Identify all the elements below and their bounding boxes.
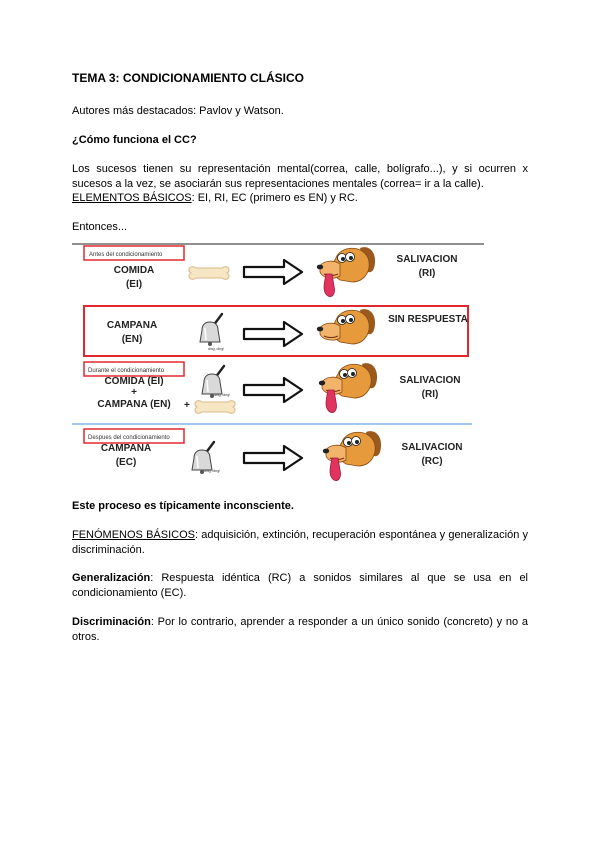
bone-icon: [195, 401, 235, 414]
bell-sound-text: ding, ding!: [208, 347, 225, 351]
row4-stimulus-name: CAMPANA: [100, 443, 152, 454]
row2-stimulus-code: (EN): [121, 334, 143, 345]
page-title: TEMA 3: CONDICIONAMIENTO CLÁSICO: [72, 71, 305, 85]
section-question: ¿Cómo funciona el CC?: [72, 134, 197, 146]
tongue-icon: [326, 390, 337, 413]
unconscious-note: Este proceso es típicamente inconsciente.: [72, 500, 294, 512]
discrimination-paragraph: [72, 615, 528, 644]
row4-stimulus-code: (EC): [115, 457, 137, 468]
bell-sound-text: ding, ding!: [204, 469, 221, 473]
row1-stimulus-name: COMIDA: [113, 265, 155, 276]
generalization-paragraph: [72, 571, 528, 600]
phenomena-label: FENÓMENOS BÁSICOS: [72, 529, 195, 541]
generalization-text: : Respuesta idéntica (RC) a sonidos similares al que se usa en el condicionamiento (EC).: [72, 572, 528, 599]
row1-response-name: SALIVACION: [396, 254, 458, 265]
intro-paragraph: [72, 162, 528, 206]
arrow-icon: [244, 260, 302, 284]
bone-icon: [189, 267, 229, 280]
tongue-icon: [324, 274, 335, 297]
discrimination-text: : Por lo contrario, aprender a responder a un único sonido (concreto) y no a otros.: [72, 616, 528, 643]
plus-sign: +: [184, 400, 190, 411]
discrimination-label: Discriminación: [72, 616, 151, 628]
row4-response-name: SALIVACION: [401, 442, 463, 453]
row1-response-code: (RI): [418, 268, 436, 279]
row3-response-code: (RI): [421, 389, 439, 400]
phenomena-text: : adquisición, extinción, recuperación espontánea y generalización y discriminación.: [72, 529, 528, 556]
row3-stimulus-bell: CAMPANA (EN): [97, 399, 171, 410]
row2-stimulus-name: CAMPANA: [106, 320, 158, 331]
row3-stimulus-food: COMIDA (EI): [104, 376, 164, 387]
elements-text: : EI, RI, EC (primero es EN) y RC.: [191, 192, 358, 204]
row3-response-name: SALIVACION: [399, 375, 461, 386]
arrow-icon: [244, 446, 302, 470]
tongue-icon: [330, 458, 341, 481]
row1-stimulus-code: (EI): [125, 279, 143, 290]
conditioning-diagram: [72, 238, 484, 488]
bell-icon: [200, 314, 222, 346]
tag-before: Antes del condicionamiento: [89, 252, 163, 258]
entonces-line: Entonces...: [72, 221, 128, 233]
phenomena-paragraph: [72, 528, 528, 557]
authors-line: Autores más destacados: Pavlov y Watson.: [72, 105, 284, 117]
arrow-icon: [244, 322, 302, 346]
bell-sound-text: ding, ding!: [214, 393, 231, 397]
generalization-label: Generalización: [72, 572, 151, 584]
row2-response: SIN RESPUESTA: [388, 314, 468, 325]
elements-label: ELEMENTOS BÁSICOS: [72, 192, 192, 204]
dog-icon: [317, 309, 375, 344]
row3-plus: +: [131, 387, 137, 398]
tag-after: Despues del condicionamiento: [88, 435, 170, 441]
row4-response-code: (RC): [421, 456, 443, 467]
tag-during: Durante el condicionamiento: [88, 368, 165, 374]
arrow-icon: [244, 378, 302, 402]
intro-text: Los sucesos tienen su representación mental(correa, calle, bolígrafo...), y si ocurren x sucesos a la vez, se asociarán sus representaciones mentales (correa= ir a la calle).: [72, 163, 528, 190]
